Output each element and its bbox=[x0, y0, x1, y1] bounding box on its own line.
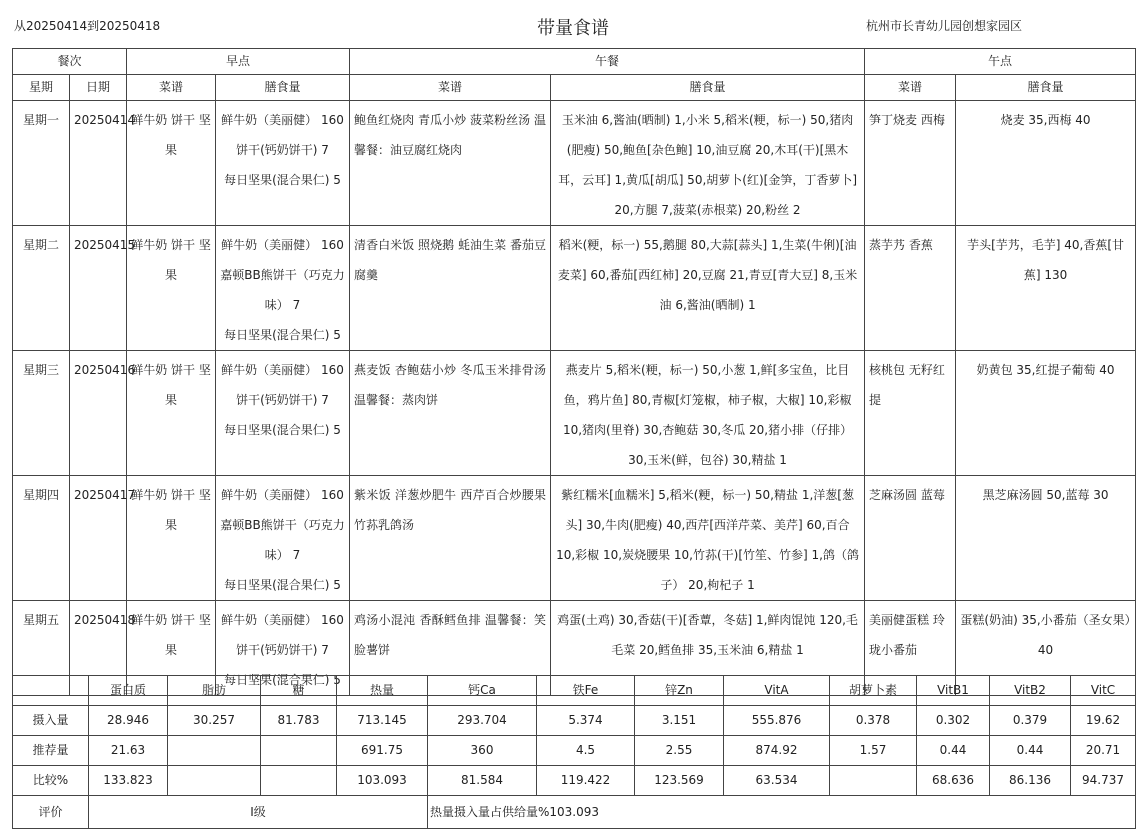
col-weekday: 星期 bbox=[13, 75, 70, 101]
amount-line: 饼干(钙奶饼干) 7 bbox=[236, 643, 329, 657]
table-row bbox=[13, 101, 1136, 226]
value-cell: 874.92 bbox=[724, 736, 830, 766]
snack-amount: 黑芝麻汤圆 50,蓝莓 30 bbox=[956, 476, 1136, 601]
value-cell: 0.44 bbox=[917, 736, 990, 766]
amount-line: 饼干(钙奶饼干) 7 bbox=[236, 143, 329, 157]
breakfast-amount bbox=[216, 476, 350, 601]
nutrition-header-row bbox=[13, 676, 1136, 706]
breakfast-menu: 鲜牛奶 饼干 坚果 bbox=[127, 101, 216, 226]
col-meal: 餐次 bbox=[13, 49, 127, 75]
amount-line: 鲜牛奶（美丽健） 160 bbox=[221, 363, 344, 377]
row-label: 比较% bbox=[13, 766, 89, 796]
col-breakfast-amount: 膳食量 bbox=[216, 75, 350, 101]
value-cell: 293.704 bbox=[428, 706, 537, 736]
value-cell: 20.71 bbox=[1071, 736, 1136, 766]
value-cell: 103.093 bbox=[337, 766, 428, 796]
snack-amount: 芋头[芋艿，毛芋] 40,香蕉[甘蕉] 130 bbox=[956, 226, 1136, 351]
breakfast-amount bbox=[216, 351, 350, 476]
amount-line: 鲜牛奶（美丽健） 160 bbox=[221, 613, 344, 627]
breakfast-menu: 鲜牛奶 饼干 坚果 bbox=[127, 351, 216, 476]
value-cell: 691.75 bbox=[337, 736, 428, 766]
amount-line: 嘉顿BB熊饼干（巧克力味） 7 bbox=[220, 518, 345, 562]
value-cell: 3.151 bbox=[635, 706, 724, 736]
nutrition-header: 热量 bbox=[337, 676, 428, 706]
nutrition-row-recommended bbox=[13, 736, 1136, 766]
value-cell: 0.379 bbox=[990, 706, 1071, 736]
nutrition-row-intake bbox=[13, 706, 1136, 736]
school-name: 杭州市长青幼儿园创想家园区 bbox=[866, 19, 1023, 33]
lunch-menu: 鲍鱼红烧肉 青瓜小炒 菠菜粉丝汤 温馨餐：油豆腐红烧肉 bbox=[350, 101, 551, 226]
table-row bbox=[13, 226, 1136, 351]
value-cell: 68.636 bbox=[917, 766, 990, 796]
nutrition-row-compare bbox=[13, 766, 1136, 796]
snack-amount: 奶黄包 35,红提子葡萄 40 bbox=[956, 351, 1136, 476]
value-cell: 21.63 bbox=[89, 736, 168, 766]
value-cell: 81.584 bbox=[428, 766, 537, 796]
breakfast-amount bbox=[216, 101, 350, 226]
value-cell: 30.257 bbox=[168, 706, 261, 736]
value-cell bbox=[168, 766, 261, 796]
value-cell: 1.57 bbox=[830, 736, 917, 766]
col-snack-amount: 膳食量 bbox=[956, 75, 1136, 101]
snack-menu: 核桃包 无籽红提 bbox=[865, 351, 956, 476]
nutrition-header: 锌Zn bbox=[635, 676, 724, 706]
breakfast-amount bbox=[216, 226, 350, 351]
lunch-menu: 清香白米饭 照烧鹅 蚝油生菜 番茄豆腐羹 bbox=[350, 226, 551, 351]
value-cell: 0.302 bbox=[917, 706, 990, 736]
amount-line: 鲜牛奶（美丽健） 160 bbox=[221, 488, 344, 502]
weekday: 星期五 bbox=[13, 601, 70, 696]
col-breakfast-menu: 菜谱 bbox=[127, 75, 216, 101]
value-cell: 123.569 bbox=[635, 766, 724, 796]
amount-line: 每日坚果(混合果仁) 5 bbox=[224, 423, 341, 437]
evaluation-grade: I级 bbox=[89, 796, 428, 829]
nutrition-header: VitB1 bbox=[917, 676, 990, 706]
nutrition-header: 糖 bbox=[261, 676, 337, 706]
nutrition-header: VitA bbox=[724, 676, 830, 706]
value-cell bbox=[168, 736, 261, 766]
snack-menu: 笋丁烧麦 西梅 bbox=[865, 101, 956, 226]
amount-line: 嘉顿BB熊饼干（巧克力味） 7 bbox=[220, 268, 345, 312]
lunch-amount: 稻米(粳，标一) 55,鹅腿 80,大蒜[蒜头] 1,生菜(牛俐)[油麦菜] 60,番茄[西红柿] 20,豆腐 21,青豆[青大豆] 8,玉米油 6,酱油(晒制) 1 bbox=[551, 226, 865, 351]
date: 20250417 bbox=[70, 476, 127, 601]
page-header bbox=[0, 0, 1146, 48]
col-lunch: 午餐 bbox=[350, 49, 865, 75]
date: 20250415 bbox=[70, 226, 127, 351]
page-title: 带量食谱 bbox=[537, 18, 609, 39]
value-cell: 133.823 bbox=[89, 766, 168, 796]
value-cell: 86.136 bbox=[990, 766, 1071, 796]
col-breakfast: 早点 bbox=[127, 49, 350, 75]
amount-line: 每日坚果(混合果仁) 5 bbox=[224, 578, 341, 592]
evaluation-row bbox=[13, 796, 1136, 829]
weekday: 星期三 bbox=[13, 351, 70, 476]
col-lunch-amount: 膳食量 bbox=[551, 75, 865, 101]
value-cell: 19.62 bbox=[1071, 706, 1136, 736]
breakfast-menu: 鲜牛奶 饼干 坚果 bbox=[127, 226, 216, 351]
lunch-amount: 鸡蛋(土鸡) 30,香菇(干)[香蕈，冬菇] 1,鲜肉馄饨 120,毛毛菜 20,鳕鱼排 35,玉米油 6,精盐 1 bbox=[551, 601, 865, 696]
lunch-menu: 紫米饭 洋葱炒肥牛 西芹百合炒腰果 竹荪乳鸽汤 bbox=[350, 476, 551, 601]
nutrition-header: 铁Fe bbox=[537, 676, 635, 706]
value-cell: 555.876 bbox=[724, 706, 830, 736]
value-cell: 2.55 bbox=[635, 736, 724, 766]
lunch-amount: 燕麦片 5,稻米(粳，标一) 50,小葱 1,鲜[多宝鱼，比目鱼，鸦片鱼] 80,青椒[灯笼椒，柿子椒，大椒] 10,彩椒 10,猪肉(里脊) 30,杏鲍菇 30,冬瓜 20,猪小排（仔排） 30,玉米(鲜，包谷) 30,精盐 1 bbox=[551, 351, 865, 476]
value-cell bbox=[261, 736, 337, 766]
row-label: 推荐量 bbox=[13, 736, 89, 766]
weekday: 星期二 bbox=[13, 226, 70, 351]
nutrition-table bbox=[12, 675, 1136, 829]
value-cell: 0.378 bbox=[830, 706, 917, 736]
breakfast-menu: 鲜牛奶 饼干 坚果 bbox=[127, 601, 216, 696]
col-snack-menu: 菜谱 bbox=[865, 75, 956, 101]
lunch-amount: 玉米油 6,酱油(晒制) 1,小米 5,稻米(粳，标一) 50,猪肉(肥瘦) 50,鲍鱼[杂色鲍] 10,油豆腐 20,木耳(干)[黑木耳，云耳] 1,黄瓜[胡瓜] 50,胡萝卜(红)[金笋，丁香萝卜] 20,方腿 7,菠菜(赤根菜) 20,粉丝 2 bbox=[551, 101, 865, 226]
value-cell: 81.783 bbox=[261, 706, 337, 736]
snack-amount: 烧麦 35,西梅 40 bbox=[956, 101, 1136, 226]
date: 20250414 bbox=[70, 101, 127, 226]
value-cell: 5.374 bbox=[537, 706, 635, 736]
nutrition-header: VitB2 bbox=[990, 676, 1071, 706]
amount-line: 鲜牛奶（美丽健） 160 bbox=[221, 113, 344, 127]
weekday: 星期一 bbox=[13, 101, 70, 226]
date: 20250416 bbox=[70, 351, 127, 476]
snack-menu: 芝麻汤圆 蓝莓 bbox=[865, 476, 956, 601]
amount-line: 每日坚果(混合果仁) 5 bbox=[224, 673, 341, 687]
lunch-menu: 鸡汤小混沌 香酥鳕鱼排 温馨餐：笑脸薯饼 bbox=[350, 601, 551, 696]
value-cell: 94.737 bbox=[1071, 766, 1136, 796]
nutrition-header: 脂肪 bbox=[168, 676, 261, 706]
table-row bbox=[13, 476, 1136, 601]
weekday: 星期四 bbox=[13, 476, 70, 601]
snack-menu: 蒸芋艿 香蕉 bbox=[865, 226, 956, 351]
amount-line: 每日坚果(混合果仁) 5 bbox=[224, 328, 341, 342]
value-cell: 63.534 bbox=[724, 766, 830, 796]
nutrition-header: 钙Ca bbox=[428, 676, 537, 706]
nutrition-header: 胡萝卜素 bbox=[830, 676, 917, 706]
amount-line: 鲜牛奶（美丽健） 160 bbox=[221, 238, 344, 252]
table-row bbox=[13, 351, 1136, 476]
lunch-amount: 紫红糯米[血糯米] 5,稻米(粳，标一) 50,精盐 1,洋葱[葱头] 30,牛肉(肥瘦) 40,西芹[西洋芹菜、美芹] 60,百合 10,彩椒 10,炭烧腰果 10,竹荪(干)[竹笙、竹参] 1,鸽（鸽子） 20,枸杞子 1 bbox=[551, 476, 865, 601]
value-cell: 119.422 bbox=[537, 766, 635, 796]
col-lunch-menu: 菜谱 bbox=[350, 75, 551, 101]
col-snack: 午点 bbox=[865, 49, 1136, 75]
value-cell: 4.5 bbox=[537, 736, 635, 766]
amount-line: 每日坚果(混合果仁) 5 bbox=[224, 173, 341, 187]
evaluation-note: 热量摄入量占供给量%103.093 bbox=[428, 796, 1136, 829]
nutrition-header: VitC bbox=[1071, 676, 1136, 706]
value-cell bbox=[261, 766, 337, 796]
date-range: 从20250414到20250418 bbox=[14, 19, 161, 33]
evaluation-label: 评价 bbox=[13, 796, 89, 829]
menu-table bbox=[12, 48, 1136, 696]
snack-amount: 蛋糕(奶油) 35,小番茄（圣女果）40 bbox=[956, 601, 1136, 696]
breakfast-menu: 鲜牛奶 饼干 坚果 bbox=[127, 476, 216, 601]
value-cell: 713.145 bbox=[337, 706, 428, 736]
amount-line: 饼干(钙奶饼干) 7 bbox=[236, 393, 329, 407]
snack-menu: 美丽健蛋糕 玲珑小番茄 bbox=[865, 601, 956, 696]
nutrition-header: 蛋白质 bbox=[89, 676, 168, 706]
value-cell bbox=[830, 766, 917, 796]
row-label: 摄入量 bbox=[13, 706, 89, 736]
col-date: 日期 bbox=[70, 75, 127, 101]
value-cell: 28.946 bbox=[89, 706, 168, 736]
value-cell: 0.44 bbox=[990, 736, 1071, 766]
value-cell: 360 bbox=[428, 736, 537, 766]
date: 20250418 bbox=[70, 601, 127, 696]
lunch-menu: 燕麦饭 杏鲍菇小炒 冬瓜玉米排骨汤 温馨餐：蒸肉饼 bbox=[350, 351, 551, 476]
nutrition-header bbox=[13, 676, 89, 706]
